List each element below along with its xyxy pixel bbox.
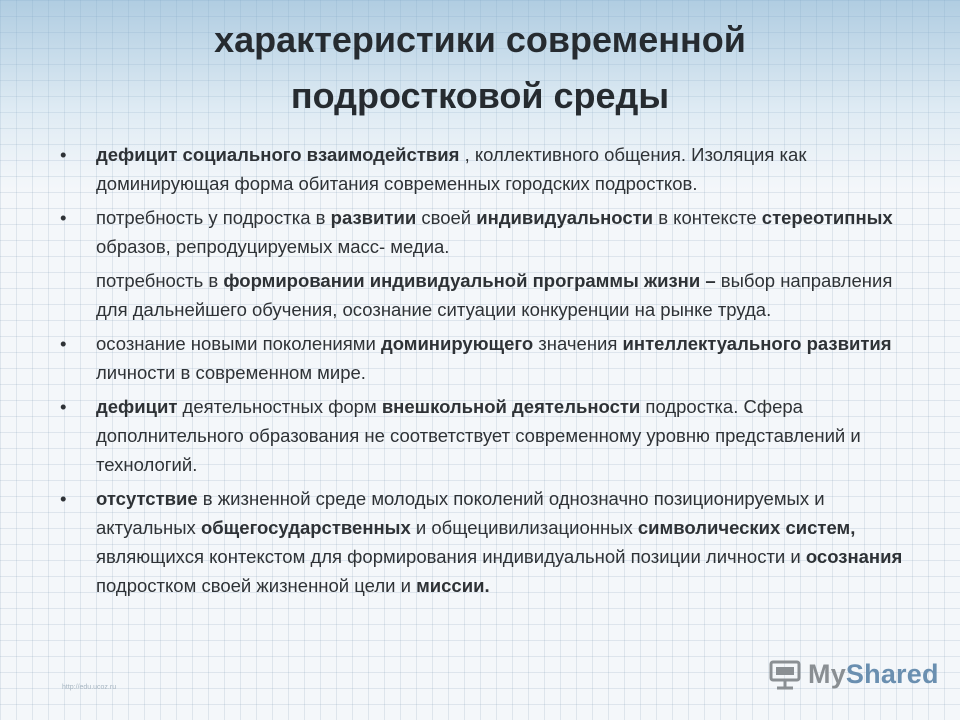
text: являющихся контекстом для формирования индивидуальной позиции личности и (96, 546, 806, 567)
list-item (60, 484, 910, 600)
text: подростка. Сфера дополнительного образования не соответствует современному уровню представлений и технологий. (96, 396, 861, 475)
text: потребность в (96, 270, 224, 291)
text: выбор направления для дальнейшего обучения, осознание ситуации конкуренции на рынке труда. (96, 270, 893, 320)
text: значения (533, 333, 623, 354)
bold-text: символических систем, (637, 517, 856, 538)
slide-title (0, 12, 960, 124)
bold-text: дефицит социального взаимодействия (96, 144, 460, 165)
text: и общецивилизационных (410, 517, 638, 538)
presentation-board-icon (768, 657, 802, 691)
bullet-list (60, 140, 910, 605)
bullet-marker: • (60, 144, 67, 165)
text: в контексте (653, 207, 762, 228)
title-line-1: характеристики современной (214, 19, 746, 60)
bullet-marker: • (60, 396, 67, 417)
text: образов, репродуцируемых масс- медиа. (96, 236, 450, 257)
watermark-text (808, 659, 939, 690)
text: своей (416, 207, 477, 228)
bold-text: формировании индивидуальной программы жизни – (223, 270, 716, 291)
bold-text: стереотипных (761, 207, 893, 228)
text: осознание новыми поколениями (96, 333, 381, 354)
watermark-brand-1: My (808, 658, 846, 689)
footer-url: http://edu.ucoz.ru (62, 684, 117, 691)
list-item (60, 140, 910, 198)
text: в жизненной среде молодых поколений однозначно позиционируемых и актуальных (96, 488, 825, 538)
bullet-marker: • (60, 333, 67, 354)
list-item (60, 329, 910, 387)
list-item (60, 392, 910, 479)
text: деятельностных форм (177, 396, 382, 417)
text: подростком своей жизненной цели и (96, 575, 417, 596)
text: , коллективного общения. Изоляция как доминирующая форма обитания современных городских подростков. (96, 144, 807, 194)
text: личности в современном мире. (96, 362, 366, 383)
bold-text: миссии. (416, 575, 490, 596)
bold-text: дефицит (96, 396, 178, 417)
list-item (60, 266, 910, 324)
text: потребность у подростка в (96, 207, 331, 228)
myshared-watermark (768, 654, 939, 694)
bold-text: внешкольной деятельности (381, 396, 641, 417)
bullet-marker: • (60, 207, 67, 228)
bold-text: индивидуальности (476, 207, 654, 228)
list-item (60, 203, 910, 261)
bold-text: осознания (805, 546, 903, 567)
watermark-brand-2: Shared (845, 658, 939, 689)
title-line-2: подростковой среды (290, 75, 670, 116)
bullet-marker: • (60, 488, 67, 509)
bold-text: развитии (330, 207, 417, 228)
bold-text: отсутствие (96, 488, 198, 509)
bold-text: доминирующего (380, 333, 534, 354)
bold-text: общегосударственных (200, 517, 411, 538)
bold-text: интеллектуального развития (622, 333, 892, 354)
